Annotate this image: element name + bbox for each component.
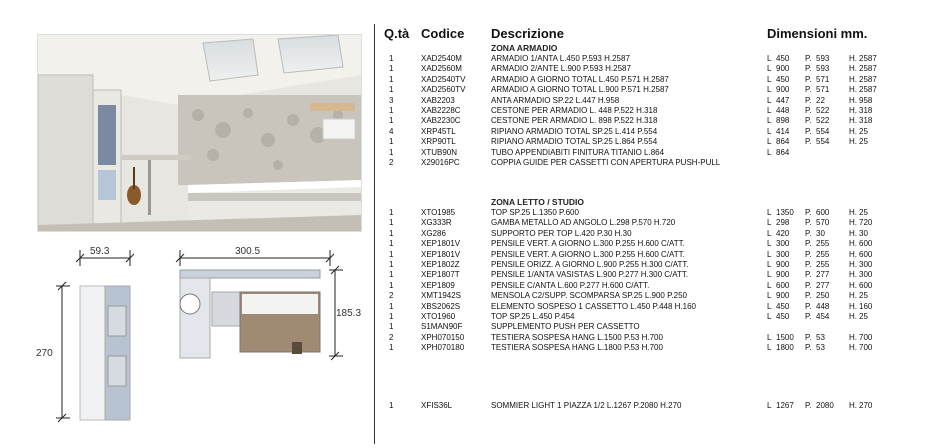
dim-l-value: 1500 [776,332,794,342]
dim-h-label: H. [849,137,857,147]
description-cell: SOMMIER LIGHT 1 PIAZZA 1/2 L.1267 P.2080 H.270 [491,401,682,410]
code-cell: XAB2203 [421,95,455,105]
dim-h-value: 300 [859,260,873,269]
dim-p-label: P. [805,343,812,353]
dim-h-value: 270 [859,401,873,410]
dim-height-right: 185.3 [336,308,362,319]
qty-cell: 1 [389,401,394,410]
dim-h-label: H. [849,280,857,290]
qty-cell: 1 [389,137,394,147]
section-title: ZONA ARMADIO [491,43,558,53]
description-cell: SUPPLEMENTO PUSH PER CASSETTO [491,322,640,332]
description-cell: PENSILE VERT. A GIORNO L.300 P.255 H.600 C/ATT. [491,239,685,249]
table-row [384,333,944,343]
dim-l-label: L [767,228,772,238]
code-cell: S1MAN90F [421,322,463,332]
description-cell: CESTONE PER ARMADIO L. 448 P.522 H.318 [491,106,658,115]
dim-h-label: H. [849,116,857,126]
dim-l-label: L [767,85,772,95]
dim-p-value: 30 [816,228,825,238]
dim-l-value: 898 [776,116,790,126]
dim-width-large: 300.5 [235,246,261,257]
table-row [384,106,944,116]
dim-h-value: 720 [859,218,873,228]
description-cell: TESTIERA SOSPESA HANG L.1500 P.53 H.700 [491,332,663,342]
dim-l-label: L [767,332,772,342]
code-cell: XG286 [421,228,446,238]
description-cell: TESTIERA SOSPESA HANG L.1800 P.53 H.700 [491,343,663,353]
table-row [384,343,944,353]
dim-l-value: 300 [776,249,790,259]
dim-p-value: 255 [816,249,830,259]
dim-l-label: L [767,312,772,321]
code-cell: XEP1801V [421,239,461,249]
code-cell: XTUB90N [421,147,458,157]
qty-cell: 1 [389,239,394,249]
dim-p-label: P. [805,228,812,238]
dim-l-value: 1800 [776,343,794,353]
dim-h-label: H. [849,106,857,115]
description-cell: ARMADIO A GIORNO TOTAL L.450 P.571 H.2587 [491,74,669,84]
dim-h-value: 25 [859,137,868,147]
description-cell: ARMADIO A GIORNO TOTAL L.900 P.571 H.2587 [491,85,669,95]
code-cell: XRP45TL [421,126,456,136]
dim-h-label: H. [849,95,857,105]
code-cell: XEP1801V [421,249,461,259]
room-plan [176,250,343,360]
description-cell: PENSILE ORIZZ. A GIORNO L.900 P.255 H.300 C/ATT. [491,260,689,269]
description-cell: MENSOLA C2/SUPP. SCOMPARSA SP.25 L.900 P.250 [491,291,687,301]
dim-l-label: L [767,291,772,301]
dim-p-value: 2080 [816,401,834,410]
dim-h-value: 2587 [859,54,877,63]
code-cell: XEP1807T [421,270,460,280]
code-cell: XAD2560M [421,64,462,74]
dim-p-value: 255 [816,239,830,249]
description-cell: RIPIANO ARMADIO TOTAL SP.25 L.864 P.554 [491,137,658,147]
dim-p-value: 571 [816,85,830,95]
code-cell: XPH070150 [421,332,465,342]
dim-l-value: 447 [776,95,790,105]
dim-h-value: 2587 [859,85,877,95]
dim-l-label: L [767,208,772,217]
dim-p-value: 53 [816,343,825,353]
dim-l-label: L [767,301,772,311]
qty-cell: 1 [389,343,394,353]
dim-p-value: 600 [816,208,830,217]
qty-cell: 3 [389,95,394,105]
dim-l-value: 300 [776,239,790,249]
dim-h-label: H. [849,208,857,217]
dim-l-label: L [767,106,772,115]
table-row [384,75,944,85]
dim-p-label: P. [805,301,812,311]
table-row [384,158,944,168]
description-cell: ARMADIO 1/ANTA L.450 P.593 H.2587 [491,54,630,63]
dim-l-value: 864 [776,147,790,157]
dim-l-label: L [767,116,772,126]
table-row [384,96,944,106]
description-cell: TOP SP.25 L.1350 P.600 [491,208,579,217]
qty-cell: 2 [389,332,394,342]
description-cell: PENSILE VERT. A GIORNO L.300 P.255 H.600 C/ATT. [491,249,685,259]
table-row [384,312,944,322]
dim-p-value: 593 [816,54,830,63]
table-row [384,218,944,228]
dim-l-label: L [767,260,772,269]
code-cell: XG333R [421,218,452,228]
code-cell: XFIS36L [421,401,453,410]
description-cell: TUBO APPENDIABITI FINITURA TITANIO L.864 [491,147,665,157]
code-cell: XBS2062S [421,301,461,311]
description-cell: SUPPORTO PER TOP L.420 P.30 H.30 [491,228,632,238]
dim-l-value: 900 [776,64,790,74]
dim-p-label: P. [805,74,812,84]
code-cell: XAD2560TV [421,85,466,95]
table-row [384,302,944,312]
table-row [384,137,944,147]
dim-l-label: L [767,137,772,147]
dim-p-value: 554 [816,126,830,136]
dim-h-label: H. [849,239,857,249]
dim-l-label: L [767,126,772,136]
plan-drawings [30,238,375,428]
dim-p-value: 522 [816,116,830,126]
qty-cell: 4 [389,126,394,136]
dim-p-value: 250 [816,291,830,301]
qty-cell: 2 [389,158,394,167]
qty-cell: 1 [389,270,394,280]
dim-p-value: 22 [816,95,825,105]
description-cell: CESTONE PER ARMADIO L. 898 P.522 H.318 [491,116,658,126]
dim-p-label: P. [805,137,812,147]
header-descrizione: Descrizione [491,26,564,41]
description-cell: ELEMENTO SOSPESO 1 CASSETTO L.450 P.448 H.160 [491,301,696,311]
description-cell: RIPIANO ARMADIO TOTAL SP.25 L.414 P.554 [491,126,658,136]
dim-h-value: 2587 [859,74,877,84]
dim-h-label: H. [849,332,857,342]
dim-l-value: 450 [776,312,790,321]
table-row [384,291,944,301]
dim-h-label: H. [849,64,857,74]
qty-cell: 1 [389,74,394,84]
code-cell: XAD2540TV [421,74,466,84]
qty-cell: 1 [389,147,394,157]
dim-h-value: 25 [859,291,868,301]
dim-l-label: L [767,270,772,280]
dim-l-value: 900 [776,260,790,269]
dim-p-label: P. [805,85,812,95]
dim-p-label: P. [805,312,812,321]
qty-cell: 1 [389,249,394,259]
dim-l-label: L [767,54,772,63]
dim-h-value: 600 [859,249,873,259]
dim-h-label: H. [849,126,857,136]
qty-cell: 1 [389,228,394,238]
dim-h-value: 318 [859,116,873,126]
table-row [384,148,944,158]
dim-h-value: 25 [859,312,868,321]
dim-l-value: 900 [776,291,790,301]
table-row [384,208,944,218]
dim-h-label: H. [849,291,857,301]
dim-l-value: 1350 [776,208,794,217]
dim-p-value: 448 [816,301,830,311]
dim-p-label: P. [805,270,812,280]
code-cell: XPH070180 [421,343,465,353]
dim-h-value: 600 [859,280,873,290]
description-cell: PENSILE 1/ANTA VASISTAS L.900 P.277 H.300 C/ATT. [491,270,689,280]
dim-h-label: H. [849,85,857,95]
dim-l-value: 864 [776,137,790,147]
qty-cell: 1 [389,312,394,321]
dim-p-value: 593 [816,64,830,74]
code-cell: X29016PC [421,158,460,167]
dim-p-label: P. [805,249,812,259]
room-photo [37,34,362,232]
dim-h-label: H. [849,312,857,321]
code-cell: XTO1960 [421,312,456,321]
dim-l-label: L [767,280,772,290]
section-title: ZONA LETTO / STUDIO [491,197,585,207]
code-cell: XAD2540M [421,54,462,63]
dim-l-value: 450 [776,74,790,84]
dim-p-value: 53 [816,332,825,342]
dim-l-value: 414 [776,126,790,136]
code-cell: XEP1802Z [421,260,460,269]
qty-cell: 2 [389,291,394,301]
dim-h-label: H. [849,249,857,259]
dim-l-value: 450 [776,54,790,63]
dim-h-label: H. [849,270,857,280]
code-cell: XMT1942S [421,291,462,301]
dim-p-label: P. [805,218,812,228]
table-row [384,260,944,270]
dim-h-label: H. [849,260,857,269]
wardrobe-elevation [56,250,134,422]
description-cell: ARMADIO 2/ANTE L.900 P.593 H.2587 [491,64,631,74]
dim-p-value: 454 [816,312,830,321]
description-cell: COPPIA GUIDE PER CASSETTI CON APERTURA PUSH-PULL [491,158,721,167]
qty-cell: 1 [389,208,394,217]
dim-l-value: 1267 [776,401,794,410]
dim-l-label: L [767,249,772,259]
header-codice: Codice [421,26,465,41]
table-row [384,229,944,239]
dim-h-value: 700 [859,332,873,342]
code-cell: XAB2230C [421,116,461,126]
header-qta: Q.tà [384,26,410,41]
dim-p-label: P. [805,280,812,290]
dim-l-label: L [767,218,772,228]
dim-p-value: 571 [816,74,830,84]
code-cell: XAB2228C [421,106,461,115]
dim-l-label: L [767,343,772,353]
dim-l-label: L [767,64,772,74]
dim-p-label: P. [805,260,812,269]
qty-cell: 1 [389,54,394,63]
dim-l-label: L [767,147,772,157]
table-divider [374,24,375,444]
qty-cell: 1 [389,116,394,126]
dim-h-value: 318 [859,106,873,115]
code-cell: XTO1985 [421,208,456,217]
dim-h-label: H. [849,74,857,84]
dim-p-value: 255 [816,260,830,269]
dim-l-value: 900 [776,270,790,280]
dim-h-value: 25 [859,126,868,136]
dim-h-label: H. [849,301,857,311]
qty-cell: 1 [389,64,394,74]
dim-h-label: H. [849,218,857,228]
dim-h-label: H. [849,401,857,410]
parts-table [384,24,944,444]
qty-cell: 1 [389,301,394,311]
dim-h-value: 958 [859,95,873,105]
dim-l-label: L [767,95,772,105]
dim-p-label: P. [805,126,812,136]
description-cell: TOP SP.25 L.450 P.454 [491,312,575,321]
dim-l-value: 420 [776,228,790,238]
dim-l-label: L [767,401,772,410]
dim-h-value: 160 [859,301,873,311]
qty-cell: 1 [389,280,394,290]
dim-p-value: 277 [816,280,830,290]
table-row [384,54,944,64]
table-row [384,64,944,74]
description-cell: ANTA ARMADIO SP.22 L.447 H.958 [491,95,620,105]
description-cell: PENSILE C/ANTA L.600 P.277 H.600 C/ATT. [491,280,650,290]
qty-cell: 1 [389,322,394,332]
dim-l-value: 900 [776,85,790,95]
dim-h-value: 2587 [859,64,877,74]
dim-l-value: 450 [776,301,790,311]
dim-h-value: 300 [859,270,873,280]
dim-h-value: 30 [859,228,868,238]
dim-h-label: H. [849,343,857,353]
dim-p-label: P. [805,291,812,301]
dim-p-label: P. [805,332,812,342]
table-row [384,281,944,291]
dim-h-value: 600 [859,239,873,249]
dim-p-value: 277 [816,270,830,280]
dim-p-value: 522 [816,106,830,115]
table-row [384,239,944,249]
table-row [384,322,944,332]
dim-l-label: L [767,239,772,249]
dim-p-label: P. [805,106,812,115]
dim-p-label: P. [805,239,812,249]
table-row [384,250,944,260]
dim-l-value: 298 [776,218,790,228]
table-row [384,401,944,411]
table-row [384,116,944,126]
dim-l-value: 448 [776,106,790,115]
qty-cell: 1 [389,85,394,95]
dim-width-small: 59.3 [90,246,110,257]
dim-p-label: P. [805,64,812,74]
dim-p-label: P. [805,208,812,217]
code-cell: XEP1809 [421,280,455,290]
dim-h-value: 700 [859,343,873,353]
table-row [384,85,944,95]
dim-p-value: 570 [816,218,830,228]
dim-l-label: L [767,74,772,84]
header-dimensioni: Dimensioni mm. [767,26,868,41]
description-cell: GAMBA METALLO AD ANGOLO L.298 P.570 H.720 [491,218,676,228]
code-cell: XRP90TL [421,137,456,147]
table-row [384,270,944,280]
qty-cell: 1 [389,260,394,269]
dim-p-label: P. [805,401,812,410]
dim-p-value: 554 [816,137,830,147]
dim-p-label: P. [805,95,812,105]
dim-l-value: 600 [776,280,790,290]
dim-p-label: P. [805,116,812,126]
qty-cell: 1 [389,106,394,115]
table-row [384,127,944,137]
dim-height-left: 270 [36,348,53,359]
dim-h-label: H. [849,228,857,238]
dim-h-value: 25 [859,208,868,217]
qty-cell: 1 [389,218,394,228]
dim-p-label: P. [805,54,812,63]
dim-h-label: H. [849,54,857,63]
